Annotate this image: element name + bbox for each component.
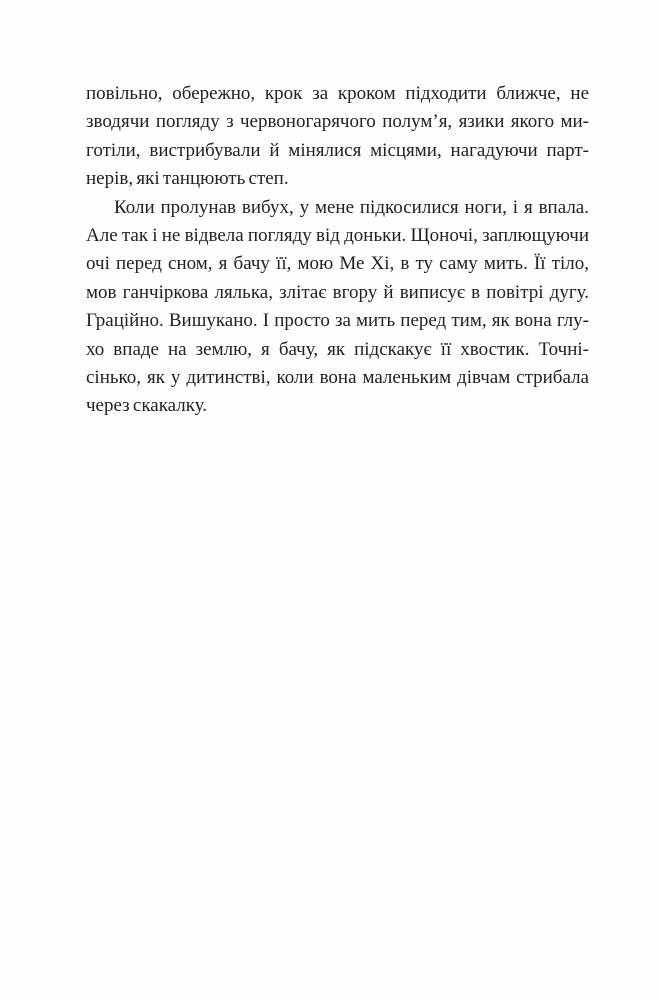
text-line: готіли, вистрибували й мінялися місцями, нагадуючи парт- <box>86 139 589 161</box>
paragraph <box>86 80 589 194</box>
text-line: зводячи погляду з червоногарячого полум’я, язики якого ми- <box>86 111 589 133</box>
paragraph <box>86 194 589 421</box>
text-line: Але так і не відвела погляду від доньки. Щоночі, заплющуючи <box>86 225 589 247</box>
text-line: сінько, як у дитинстві, коли вона маленьким дівчам стрибала <box>86 367 589 389</box>
text-line: через скакалку. <box>86 395 208 417</box>
text-line: мов ганчіркова лялька, злітає вгору й виписує в повітрі дугу. <box>86 281 589 303</box>
body-text <box>86 80 589 421</box>
text-line: хо впаде на землю, я бачу, як підскакує її хвостик. Точні- <box>86 338 589 360</box>
text-line: повільно, обережно, крок за кроком підходити ближче, не <box>86 83 589 104</box>
text-line: нерів, які танцюють степ. <box>86 168 289 190</box>
text-line: очі перед сном, я бачу її, мою Ме Хі, в ту саму мить. Її тіло, <box>86 253 589 275</box>
text-line: Граційно. Вишукано. І просто за мить перед тим, як вона глу- <box>86 310 589 332</box>
text-line: Коли пролунав вибух, у мене підкосилися ноги, і я впала. <box>114 196 589 218</box>
